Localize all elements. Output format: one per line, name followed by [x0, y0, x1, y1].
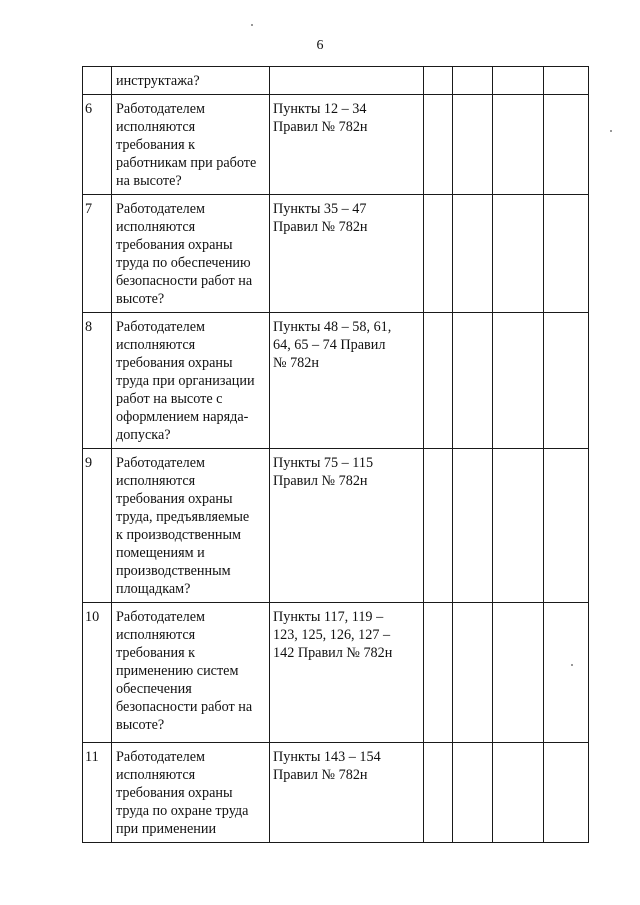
question-text: Работодателем исполняются требования охраны труда при организации работ на высоте с оформлением наряда- допуска? — [116, 319, 255, 443]
scan-speck — [610, 130, 612, 132]
table-row — [83, 743, 589, 843]
table-row — [83, 95, 589, 195]
answer-cell-no[interactable] — [453, 449, 493, 603]
question-cell — [112, 195, 270, 313]
answer-cell-not-applicable[interactable] — [493, 195, 544, 313]
notes-cell[interactable] — [544, 195, 589, 313]
reference-text: Пункты 117, 119 – 123, 125, 126, 127 – 142 Правил № 782н — [273, 609, 393, 661]
reference-text: Пункты 48 – 58, 61, 64, 65 – 74 Правил № 782н — [273, 319, 392, 371]
answer-cell-yes[interactable] — [424, 603, 453, 743]
table-row — [83, 603, 589, 743]
answer-cell-yes[interactable] — [424, 95, 453, 195]
scan-speck — [251, 24, 253, 26]
question-text: Работодателем исполняются требования к применению систем обеспечения безопасности работ на высоте? — [116, 609, 253, 733]
reference-cell — [270, 195, 424, 313]
answer-cell-no[interactable] — [453, 603, 493, 743]
answer-cell-not-applicable[interactable] — [493, 449, 544, 603]
row-number: 6 — [83, 95, 112, 195]
answer-cell-yes[interactable] — [424, 195, 453, 313]
question-cell — [112, 313, 270, 449]
row-number: 10 — [83, 603, 112, 743]
answer-cell-yes[interactable] — [424, 449, 453, 603]
question-text: Работодателем исполняются требования к работникам при работе на высоте? — [116, 101, 257, 189]
table-row — [83, 195, 589, 313]
reference-text: Пункты 75 – 115 Правил № 782н — [273, 455, 374, 489]
notes-cell[interactable] — [544, 449, 589, 603]
notes-cell[interactable] — [544, 67, 589, 95]
question-cell — [112, 95, 270, 195]
reference-text: Пункты 12 – 34 Правил № 782н — [273, 101, 368, 135]
answer-cell-not-applicable[interactable] — [493, 603, 544, 743]
question-text: Работодателем исполняются требования охраны труда по обеспечению безопасности работ на высоте? — [116, 201, 253, 307]
reference-cell — [270, 67, 424, 95]
answer-cell-yes[interactable] — [424, 313, 453, 449]
page-number: 6 — [316, 38, 324, 53]
reference-text: Пункты 143 – 154 Правил № 782н — [273, 749, 381, 783]
reference-text: Пункты 35 – 47 Правил № 782н — [273, 201, 368, 235]
question-cell — [112, 743, 270, 843]
row-number: 9 — [83, 449, 112, 603]
answer-cell-yes[interactable] — [424, 743, 453, 843]
reference-cell — [270, 313, 424, 449]
notes-cell[interactable] — [544, 95, 589, 195]
row-number — [83, 67, 112, 95]
row-number: 8 — [83, 313, 112, 449]
reference-cell — [270, 743, 424, 843]
question-cell — [112, 449, 270, 603]
notes-cell[interactable] — [544, 743, 589, 843]
answer-cell-not-applicable[interactable] — [493, 313, 544, 449]
question-cell — [112, 603, 270, 743]
question-text: инструктажа? — [116, 73, 200, 89]
scan-speck — [571, 664, 573, 666]
row-number: 7 — [83, 195, 112, 313]
answer-cell-no[interactable] — [453, 195, 493, 313]
reference-cell — [270, 603, 424, 743]
notes-cell[interactable] — [544, 603, 589, 743]
answer-cell-no[interactable] — [453, 95, 493, 195]
reference-cell — [270, 449, 424, 603]
answer-cell-not-applicable[interactable] — [493, 743, 544, 843]
table-row — [83, 313, 589, 449]
answer-cell-not-applicable[interactable] — [493, 95, 544, 195]
answer-cell-yes[interactable] — [424, 67, 453, 95]
table-row — [83, 67, 589, 95]
notes-cell[interactable] — [544, 313, 589, 449]
question-text: Работодателем исполняются требования охраны труда по охране труда при применении — [116, 749, 249, 837]
answer-cell-not-applicable[interactable] — [493, 67, 544, 95]
answer-cell-no[interactable] — [453, 743, 493, 843]
table-row — [83, 449, 589, 603]
question-text: Работодателем исполняются требования охраны труда, предъявляемые к производственным помещениям и производственным площадкам? — [116, 455, 250, 597]
question-cell — [112, 67, 270, 95]
reference-cell — [270, 95, 424, 195]
row-number: 11 — [83, 743, 112, 843]
checklist-table — [82, 66, 589, 843]
answer-cell-no[interactable] — [453, 67, 493, 95]
answer-cell-no[interactable] — [453, 313, 493, 449]
